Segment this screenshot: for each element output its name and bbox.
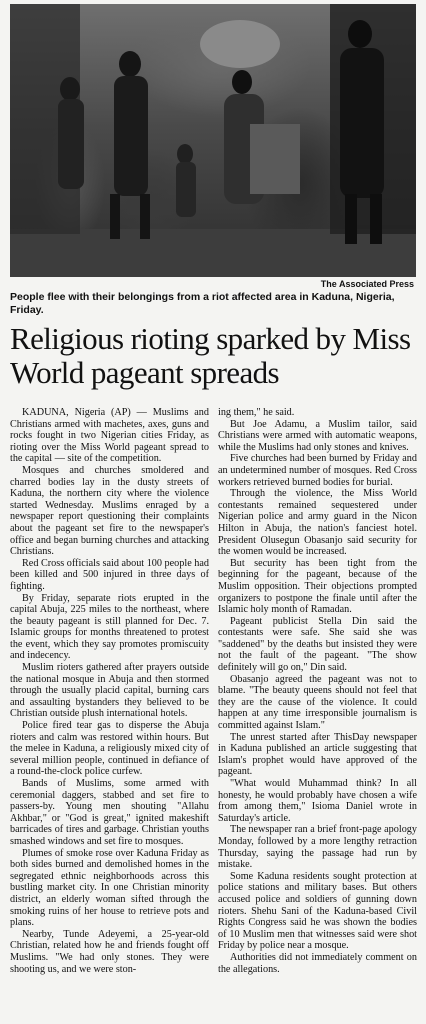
article-column-left bbox=[10, 407, 209, 975]
article-paragraph: Five churches had been burned by Friday and an undetermined number of mosques. Red Cross workers retrieved burned bodies for burial. bbox=[218, 453, 417, 488]
article-paragraph: The unrest started after ThisDay newspaper in Kaduna published an article suggesting that Islam's prophet would have approved of the pageant. bbox=[218, 731, 417, 778]
article-paragraph: Nearby, Tunde Adeyemi, a 25-year-old Christian, related how he and friends fought off Muslims. "We had only stones. They were shooting us, and we were ston- bbox=[10, 928, 209, 975]
article-paragraph: Pageant publicist Stella Din said the contestants were safe. She said she was "saddened" by the deaths but insisted they were not the fault of the pageant. "The show definitely will go on," Din said. bbox=[218, 615, 417, 674]
article-paragraph: Authorities did not immediately comment on the allegations. bbox=[218, 951, 417, 975]
article-paragraph: Obasanjo agreed the pageant was not to blame. "The beauty queens should not feel that they are the cause of the violence. It could happen at any time irresponsible journalism is committed against Islam." bbox=[218, 673, 417, 732]
photo-credit: The Associated Press bbox=[320, 279, 414, 289]
article-paragraph: The newspaper ran a brief front-page apology Monday, followed by a more lengthy retraction Thursday, saying the passage had run by mistake. bbox=[218, 824, 417, 871]
photo-scene-graphic bbox=[10, 4, 416, 277]
article-paragraph: "What would Muhammad think? In all honesty, he would probably have chosen a wife from among them," Isioma Daniel wrote in Saturday's article. bbox=[218, 778, 417, 824]
article-paragraph: By Friday, separate riots erupted in the capital Abuja, 225 miles to the northeast, where the beauty pageant is still planned for Dec. 7. Islamic groups for months threatened to protest the event, which they say promotes promiscuity and indecency. bbox=[10, 592, 209, 662]
news-photo bbox=[10, 4, 416, 277]
article-continuation: ing them," he said. bbox=[218, 407, 295, 418]
article-paragraph: Muslim rioters gathered after prayers outside the national mosque in Abuja and then stormed through the usually placid capital, burning cars and assaulting bystanders they believed to be Christian outside plush international hotels. bbox=[10, 662, 209, 720]
article-paragraph: But security has been tight from the beginning for the pageant, because of the Muslim opposition. Their objections prompted organizers to postpone the finale until after the Islamic holy month of Ramadan. bbox=[218, 557, 417, 616]
article-column-right bbox=[218, 407, 417, 975]
photo-caption: People flee with their belongings from a riot affected area in Kaduna, Nigeria, Friday. bbox=[10, 291, 395, 316]
article-paragraph: Red Cross officials said about 100 people had been killed and 500 injured in three days of fighting. bbox=[10, 557, 209, 592]
article-paragraph: Plumes of smoke rose over Kaduna Friday as both sides burned and demolished homes in the segregated ethnic neighborhoods across this bustling market city. In one Christian minority district, an elderly woman sifted through the smoking ruins of her house to retrieve pots and plans. bbox=[10, 847, 209, 929]
article-paragraph: Some Kaduna residents sought protection at police stations and military bases. But others accused police and soldiers of gunning down rioters. Shehu Sani of the Kaduna-based Civil Rights Congress said he was shown the bodies of 10 Muslim men that witnesses said were shot Friday by police near a mosque. bbox=[218, 870, 417, 952]
article-paragraph: Mosques and churches smoldered and charred bodies lay in the dusty streets of Kaduna, the northern city where the violence started Wednesday. Muslims enraged by a newspaper report questioning their complaints about the pageant set fire to the newspaper's office and began burning churches and attacking Christians. bbox=[10, 464, 209, 558]
article-paragraph: But Joe Adamu, a Muslim tailor, said Christians were armed with automatic weapons, while the Muslims had only stones and knives. bbox=[218, 418, 417, 453]
article-paragraph: KADUNA, Nigeria (AP) — Muslims and Christians armed with machetes, axes, guns and rocks fought in two Nigerian cities Friday, as rioting over the Miss World pageant spread to the capital — site of the competition. bbox=[10, 407, 209, 465]
article-paragraph: Police fired tear gas to disperse the Abuja rioters and calm was restored within hours. But the melee in Kaduna, a religiously mixed city of several million people, continued in defiance of a round-the-clock police curfew. bbox=[10, 720, 209, 778]
headline: Religious rioting sparked by Miss World pageant spreads bbox=[10, 321, 411, 390]
article-paragraph: Through the violence, the Miss World contestants remained sequestered under Nigerian police and army guard in the Nicon Hilton in Abuja, the nation's fanciest hotel. President Olusegun Obasanjo said security for the women would be increased. bbox=[218, 488, 417, 558]
article-paragraph: Bands of Muslims, some armed with ceremonial daggers, stabbed and set fire to passers-by. Young men shouting "Allahu Akhbar," or "God is great," ignited makeshift barricades of tires and garbage. Christian youths smashed windows and set fire to mosques. bbox=[10, 778, 209, 847]
